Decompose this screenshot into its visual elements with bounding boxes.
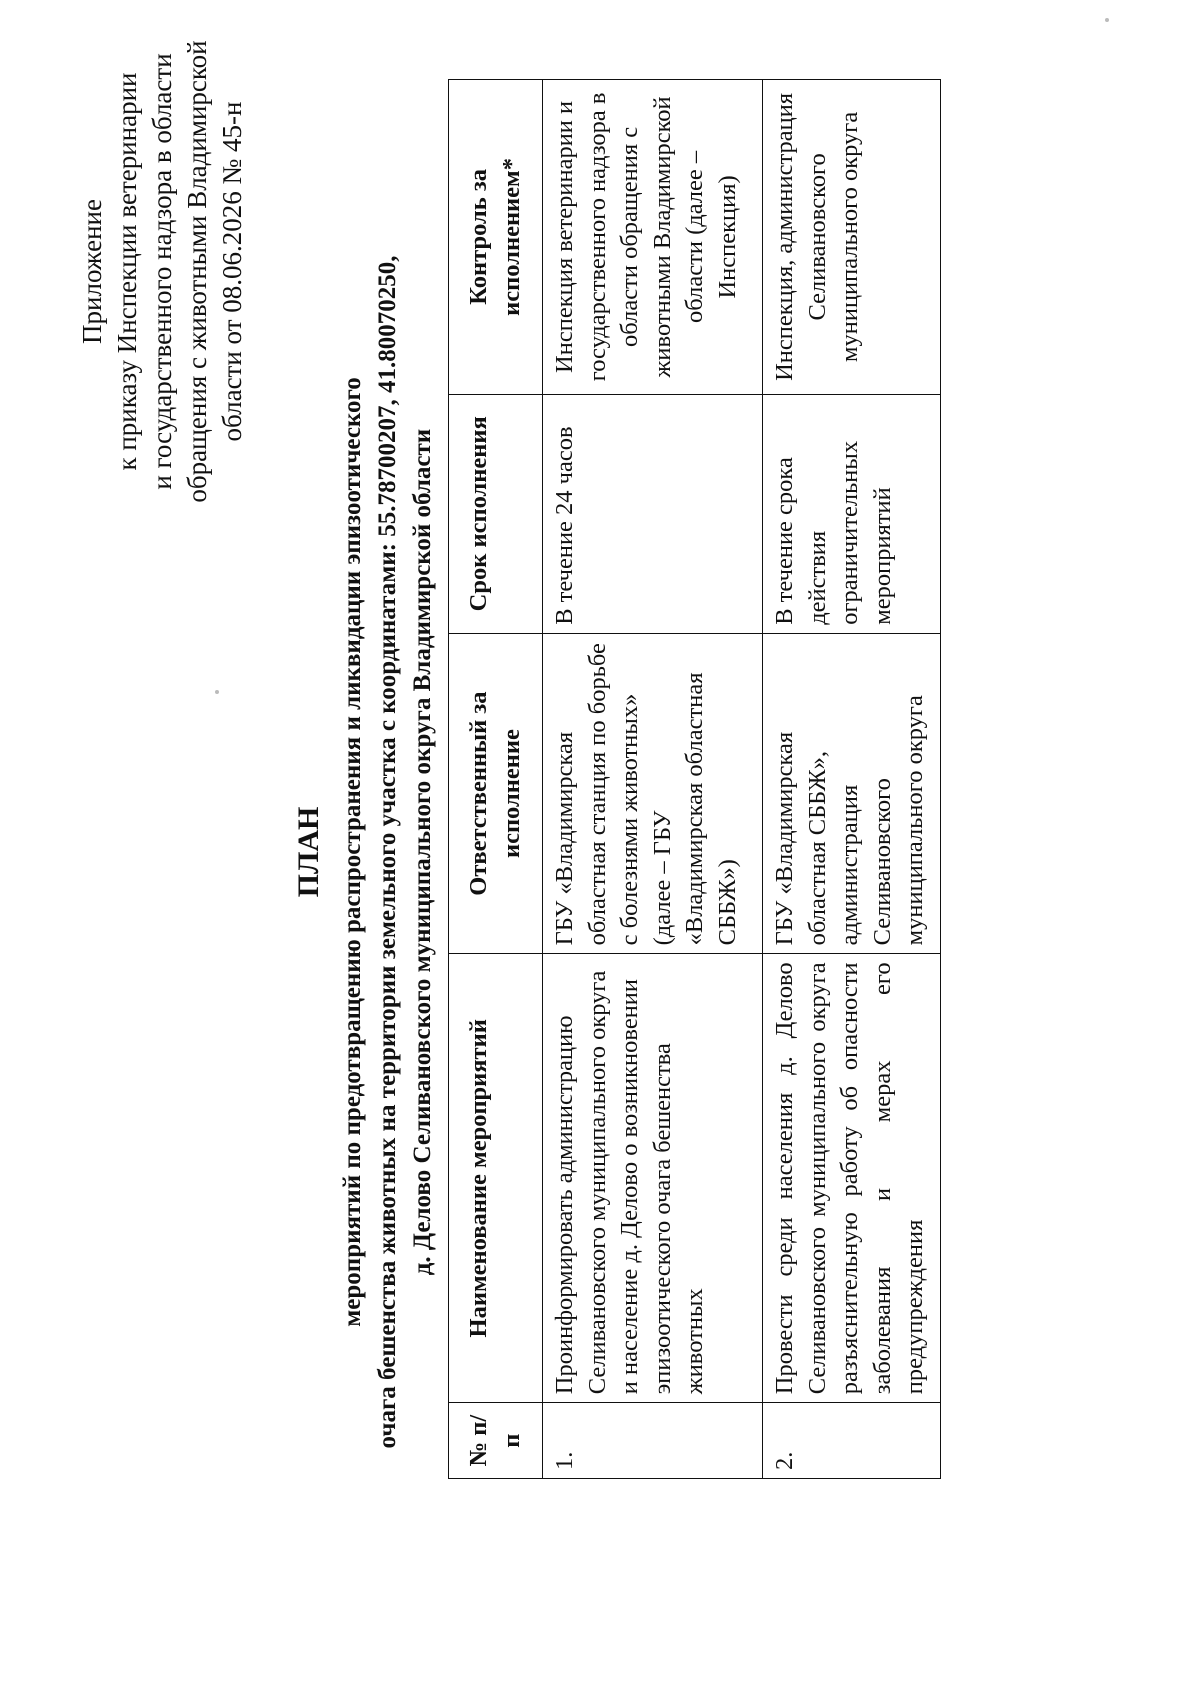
plan-table: [448, 79, 941, 1479]
appendix-line: области от 08.06.2026 № 45-н: [217, 101, 247, 442]
row-num: 2.: [763, 1403, 941, 1479]
appendix-block: [75, 24, 250, 519]
row-action: Проинформировать администрацию Селивановского муниципального округа и население д. Делово о возникновении эпизоотического очага бешенства животных: [543, 954, 763, 1403]
appendix-line: обращения с животными Владимирской: [182, 40, 212, 503]
plan-subtitle-line: очага бешенства животных на территории земельного участка с координатами: 55.78700207, 41.80070250,: [374, 255, 401, 1449]
plan-subtitle-line: д. Делово Селивановского муниципального округа Владимирской области: [409, 428, 436, 1276]
row-control: Инспекция ветеринарии и государственного надзора в области обращения с животными Владимирской области (далее – Инспекция): [543, 80, 763, 395]
row-responsible: ГБУ «Владимирская областная СББЖ», администрация Селивановского муниципального округа: [763, 633, 941, 954]
row-term: В течение срока действия ограничительных мероприятий: [763, 394, 941, 633]
header-term: Срок исполнения: [449, 394, 543, 633]
row-num: 1.: [543, 1403, 763, 1479]
header-num: № п/п: [449, 1403, 543, 1479]
scan-dot: [215, 690, 219, 694]
appendix-line: к приказу Инспекции ветеринарии: [112, 72, 142, 471]
header-control: Контроль за исполнением*: [449, 80, 543, 395]
table-header-row: [449, 80, 543, 1479]
row-responsible: ГБУ «Владимирская областная станция по борьбе с болезнями животных» (далее – ГБУ «Владимирская областная СББЖ»): [543, 633, 763, 954]
plan-subtitle: [335, 0, 440, 1704]
scan-dot: [1105, 18, 1109, 22]
row-action: Провести среди населения д. Делово Селивановского муниципального округа разъяснительную работу об опасности заболевания и мерах его предупреждения: [763, 954, 941, 1403]
table-row: [763, 80, 941, 1479]
plan-subtitle-line: мероприятий по предотвращению распространения и ликвидации эпизоотического: [339, 377, 366, 1327]
header-responsible: Ответственный за исполнение: [449, 633, 543, 954]
table-row: [543, 80, 763, 1479]
row-control: Инспекция, администрация Селивановского муниципального округа: [763, 80, 941, 395]
appendix-line: и государственного надзора в области: [147, 53, 177, 490]
plan-title: ПЛАН: [292, 806, 325, 898]
header-action: Наименование мероприятий: [449, 954, 543, 1403]
row-term: В течение 24 часов: [543, 394, 763, 633]
appendix-line: Приложение: [77, 199, 107, 344]
